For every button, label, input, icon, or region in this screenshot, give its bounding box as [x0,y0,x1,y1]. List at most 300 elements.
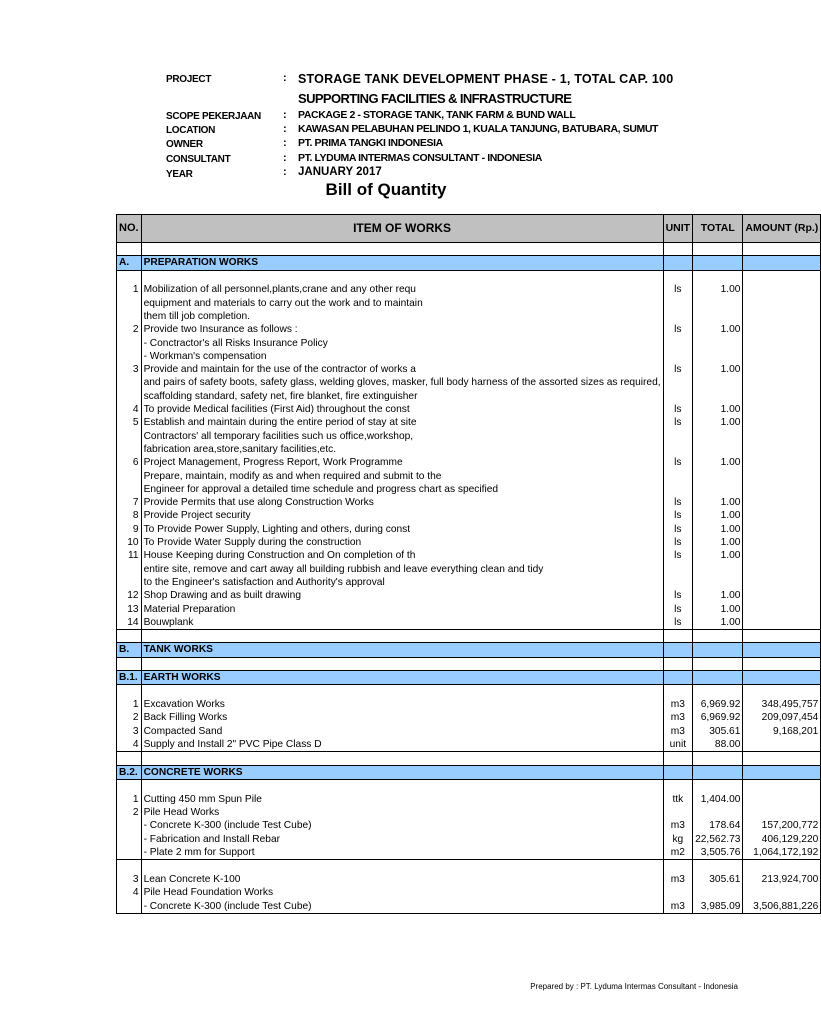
location-value: KAWASAN PELABUHAN PELINDO 1, KUALA TANJUNG, BATUBARA, SUMUT [298,123,659,135]
item-total: 1.00 [693,589,743,602]
table-row [117,900,821,914]
item-total: 3,985.09 [693,900,743,914]
unit-cell [663,630,693,643]
total-cell [693,685,743,698]
item-number [117,833,142,846]
item-total: 6,969.92 [693,711,743,724]
amount-cell [743,376,821,389]
unit-cell [663,430,693,443]
no-cell [117,657,142,670]
continuation-row [117,563,821,576]
no-cell [117,337,142,350]
item-unit: m3 [663,819,693,832]
project-subtitle: SUPPORTING FACILITIES & INFRASTRUCTURE [298,91,572,106]
item-total: 1.00 [693,456,743,469]
item-cell [141,752,663,765]
item-description: Bouwplank [141,616,663,630]
item-description: To provide Medical facilities (First Aid) throughout the const [141,403,663,416]
table-row [117,698,821,711]
no-cell [117,376,142,389]
continuation-row [117,337,821,350]
item-amount [743,589,821,602]
item-number: 6 [117,456,142,469]
item-description: Contractors' all temporary facilities such us office,workshop, [141,430,663,443]
project-value: STORAGE TANK DEVELOPMENT PHASE - 1, TOTAL CAP. 100 [298,72,674,86]
item-amount: 406,129,220 [743,833,821,846]
item-unit: ls [663,523,693,536]
item-number: 10 [117,536,142,549]
section-title: PREPARATION WORKS [141,256,663,270]
total-cell [693,256,743,270]
continuation-row [117,350,821,363]
item-number: 4 [117,738,142,752]
total-cell [693,470,743,483]
item-description: equipment and materials to carry out the work and to maintain [141,297,663,310]
item-cell [141,657,663,670]
owner-label: OWNER [166,139,203,150]
unit-cell [663,256,693,270]
amount-cell [743,685,821,698]
unit-cell [663,310,693,323]
item-total: 22,562.73 [693,833,743,846]
item-amount [743,549,821,562]
item-description: - Concrete K-300 (include Test Cube) [141,900,663,914]
item-total: 88.00 [693,738,743,752]
item-amount: 9,168,201 [743,725,821,738]
unit-cell [663,860,693,873]
item-number: 3 [117,873,142,886]
amount-cell [743,657,821,670]
item-total: 3,505.76 [693,846,743,860]
total-cell [693,430,743,443]
item-total: 1.00 [693,323,743,336]
col-header-amount: AMOUNT (Rp.) [743,215,821,243]
item-description: - Fabrication and Install Rebar [141,833,663,846]
item-total [693,806,743,819]
amount-cell [743,243,821,256]
item-number [117,819,142,832]
table-row [117,456,821,469]
item-description: - Concrete K-300 (include Test Cube) [141,819,663,832]
item-total: 1.00 [693,616,743,630]
item-unit: ls [663,603,693,616]
location-label: LOCATION [166,125,216,136]
no-cell [117,470,142,483]
item-description: - Workman's compensation [141,350,663,363]
table-row [117,323,821,336]
table-row [117,833,821,846]
unit-cell [663,470,693,483]
unit-cell [663,350,693,363]
item-unit: ls [663,616,693,630]
item-cell [141,243,663,256]
section-row [117,671,821,685]
item-amount [743,509,821,522]
no-cell [117,779,142,792]
total-cell [693,310,743,323]
amount-cell [743,430,821,443]
item-unit: ls [663,549,693,562]
item-number: 2 [117,323,142,336]
total-cell [693,860,743,873]
item-total: 1.00 [693,416,743,429]
amount-cell [743,671,821,685]
table-row [117,523,821,536]
item-number: 3 [117,363,142,376]
total-cell [693,657,743,670]
col-header-item: ITEM OF WORKS [141,215,663,243]
table-row [117,536,821,549]
col-header-unit: UNIT [663,215,693,243]
item-number: 8 [117,509,142,522]
item-description: Engineer for approval a detailed time schedule and progress chart as specified [141,483,663,496]
item-total: 1.00 [693,403,743,416]
item-description: Shop Drawing and as built drawing [141,589,663,602]
unit-cell [663,243,693,256]
no-cell [117,576,142,589]
year-value: JANUARY 2017 [298,166,382,178]
item-number: 14 [117,616,142,630]
item-total: 178.64 [693,819,743,832]
no-cell [117,630,142,643]
item-cell [141,860,663,873]
prepared-by-footer: Prepared by : PT. Lyduma Intermas Consultant - Indonesia [530,982,738,991]
item-unit: m2 [663,846,693,860]
item-amount: 157,200,772 [743,819,821,832]
year-label: YEAR [166,169,193,180]
scope-label: SCOPE PEKERJAAN [166,111,261,122]
section-number: A. [117,256,142,270]
section-row [117,765,821,779]
item-description: Provide two Insurance as follows : [141,323,663,336]
amount-cell [743,337,821,350]
item-number: 9 [117,523,142,536]
total-cell [693,765,743,779]
item-description: Back Filling Works [141,711,663,724]
col-header-no: NO. [117,215,142,243]
total-cell [693,671,743,685]
item-number: 1 [117,283,142,296]
colon: : [283,152,287,164]
item-amount [743,283,821,296]
amount-cell [743,470,821,483]
item-unit: m3 [663,711,693,724]
item-description: scaffolding standard, safety net, fire blanket, fire extinguisher [141,390,663,403]
no-cell [117,483,142,496]
item-unit: ls [663,456,693,469]
col-header-total: TOTAL [693,215,743,243]
item-description: Provide Permits that use along Construction Works [141,496,663,509]
no-cell [117,685,142,698]
unit-cell [663,765,693,779]
amount-cell [743,860,821,873]
item-unit: ls [663,416,693,429]
blank-row [117,630,821,643]
total-cell [693,443,743,456]
item-description: Provide and maintain for the use of the contractor of works a [141,363,663,376]
table-row [117,793,821,806]
colon: : [283,137,287,149]
item-description: to the Engineer's satisfaction and Authority's approval [141,576,663,589]
item-description: Establish and maintain during the entire period of stay at site [141,416,663,429]
section-number: B.2. [117,765,142,779]
item-number: 3 [117,725,142,738]
document-title: Bill of Quantity [325,180,447,199]
continuation-row [117,430,821,443]
item-unit: m3 [663,698,693,711]
item-number [117,846,142,860]
amount-cell [743,779,821,792]
continuation-row [117,470,821,483]
continuation-row [117,576,821,589]
table-row [117,589,821,602]
item-total: 305.61 [693,725,743,738]
table-row [117,886,821,899]
item-description: Supply and Install 2" PVC Pipe Class D [141,738,663,752]
item-total: 1.00 [693,363,743,376]
item-number: 1 [117,698,142,711]
section-number: B. [117,643,142,657]
unit-cell [663,270,693,283]
item-unit: ls [663,363,693,376]
project-label: PROJECT [166,74,212,85]
item-unit: m3 [663,873,693,886]
continuation-row [117,376,821,389]
total-cell [693,350,743,363]
table-row [117,416,821,429]
total-cell [693,243,743,256]
item-amount [743,886,821,899]
item-amount [743,536,821,549]
item-unit: ls [663,509,693,522]
table-row [117,819,821,832]
item-cell [141,779,663,792]
colon: : [283,72,287,84]
item-total: 1.00 [693,283,743,296]
item-description: Mobilization of all personnel,plants,crane and any other requ [141,283,663,296]
total-cell [693,752,743,765]
table-row [117,283,821,296]
item-number: 1 [117,793,142,806]
amount-cell [743,765,821,779]
owner-value: PT. PRIMA TANGKI INDONESIA [298,137,443,149]
item-number: 4 [117,886,142,899]
no-cell [117,443,142,456]
blank-row [117,270,821,283]
amount-cell [743,310,821,323]
table-header-row [117,215,821,243]
unit-cell [663,671,693,685]
unit-cell [663,685,693,698]
item-amount [743,363,821,376]
section-number: B.1. [117,671,142,685]
item-description: entire site, remove and cart away all building rubbish and leave everything clean and tidy [141,563,663,576]
continuation-row [117,297,821,310]
table-row [117,616,821,630]
total-cell [693,630,743,643]
item-description: Excavation Works [141,698,663,711]
item-unit: ls [663,403,693,416]
item-description: Pile Head Foundation Works [141,886,663,899]
total-cell [693,576,743,589]
continuation-row [117,390,821,403]
amount-cell [743,297,821,310]
no-cell [117,243,142,256]
no-cell [117,563,142,576]
table-row [117,509,821,522]
item-total: 6,969.92 [693,698,743,711]
no-cell [117,310,142,323]
no-cell [117,350,142,363]
item-description: Cutting 450 mm Spun Pile [141,793,663,806]
bill-of-quantity-table [116,214,821,914]
item-description: Material Preparation [141,603,663,616]
item-description: - Plate 2 mm for Support [141,846,663,860]
unit-cell [663,576,693,589]
item-total: 1.00 [693,509,743,522]
amount-cell [743,270,821,283]
amount-cell [743,563,821,576]
blank-row [117,657,821,670]
item-number: 4 [117,403,142,416]
total-cell [693,483,743,496]
item-number: 13 [117,603,142,616]
item-total: 1.00 [693,536,743,549]
total-cell [693,643,743,657]
item-number: 7 [117,496,142,509]
item-cell [141,685,663,698]
amount-cell [743,643,821,657]
item-description: Project Management, Progress Report, Work Programme [141,456,663,469]
table-body [117,243,821,914]
section-row [117,643,821,657]
item-description: and pairs of safety boots, safety glass, welding gloves, masker, full body harness of the assorted sizes as required, [141,376,663,389]
unit-cell [663,337,693,350]
item-unit: ls [663,496,693,509]
item-description: To Provide Power Supply, Lighting and others, during const [141,523,663,536]
table-row [117,603,821,616]
unit-cell [663,443,693,456]
consultant-label: CONSULTANT [166,154,231,165]
item-number: 2 [117,711,142,724]
section-title: TANK WORKS [141,643,663,657]
item-unit: ls [663,536,693,549]
total-cell [693,270,743,283]
blank-row [117,685,821,698]
unit-cell [663,376,693,389]
item-cell [141,270,663,283]
blank-row [117,779,821,792]
item-unit: unit [663,738,693,752]
unit-cell [663,563,693,576]
item-amount [743,456,821,469]
item-amount [743,323,821,336]
item-description: House Keeping during Construction and On completion of th [141,549,663,562]
item-amount: 213,924,700 [743,873,821,886]
table-row [117,725,821,738]
blank-row [117,860,821,873]
amount-cell [743,256,821,270]
no-cell [117,430,142,443]
section-title: EARTH WORKS [141,671,663,685]
section-row [117,256,821,270]
unit-cell [663,657,693,670]
no-cell [117,860,142,873]
colon: : [283,109,287,121]
item-total: 1.00 [693,496,743,509]
table-row [117,873,821,886]
amount-cell [743,630,821,643]
amount-cell [743,752,821,765]
table-row [117,403,821,416]
colon: : [283,123,287,135]
continuation-row [117,310,821,323]
item-description: Pile Head Works [141,806,663,819]
item-amount [743,416,821,429]
table-row [117,549,821,562]
no-cell [117,270,142,283]
item-description: Prepare, maintain, modify as and when required and submit to the [141,470,663,483]
item-total: 1.00 [693,523,743,536]
item-amount [743,793,821,806]
item-unit: kg [663,833,693,846]
unit-cell [663,483,693,496]
item-amount: 3,506,881,226 [743,900,821,914]
total-cell [693,390,743,403]
blank-row [117,752,821,765]
item-total: 1,404.00 [693,793,743,806]
continuation-row [117,483,821,496]
table-row [117,806,821,819]
item-number: 12 [117,589,142,602]
item-amount [743,616,821,630]
amount-cell [743,390,821,403]
no-cell [117,297,142,310]
item-amount [743,603,821,616]
item-amount: 209,097,454 [743,711,821,724]
table-row [117,738,821,752]
item-amount [743,806,821,819]
total-cell [693,297,743,310]
item-amount: 1,064,172,192 [743,846,821,860]
table-row [117,711,821,724]
item-unit: m3 [663,900,693,914]
colon: : [283,166,287,178]
total-cell [693,563,743,576]
item-description: - Conctractor's all Risks Insurance Policy [141,337,663,350]
item-amount [743,496,821,509]
item-description: fabrication area,store,sanitary facilities,etc. [141,443,663,456]
consultant-value: PT. LYDUMA INTERMAS CONSULTANT - INDONESIA [298,152,542,164]
item-unit: m3 [663,725,693,738]
item-unit [663,806,693,819]
item-unit [663,886,693,899]
unit-cell [663,752,693,765]
unit-cell [663,390,693,403]
item-unit: ls [663,589,693,602]
unit-cell [663,779,693,792]
item-total: 305.61 [693,873,743,886]
item-unit: ls [663,283,693,296]
no-cell [117,752,142,765]
item-description: them till job completion. [141,310,663,323]
amount-cell [743,483,821,496]
item-number: 5 [117,416,142,429]
item-amount: 348,495,757 [743,698,821,711]
blank-row [117,243,821,256]
unit-cell [663,297,693,310]
total-cell [693,376,743,389]
